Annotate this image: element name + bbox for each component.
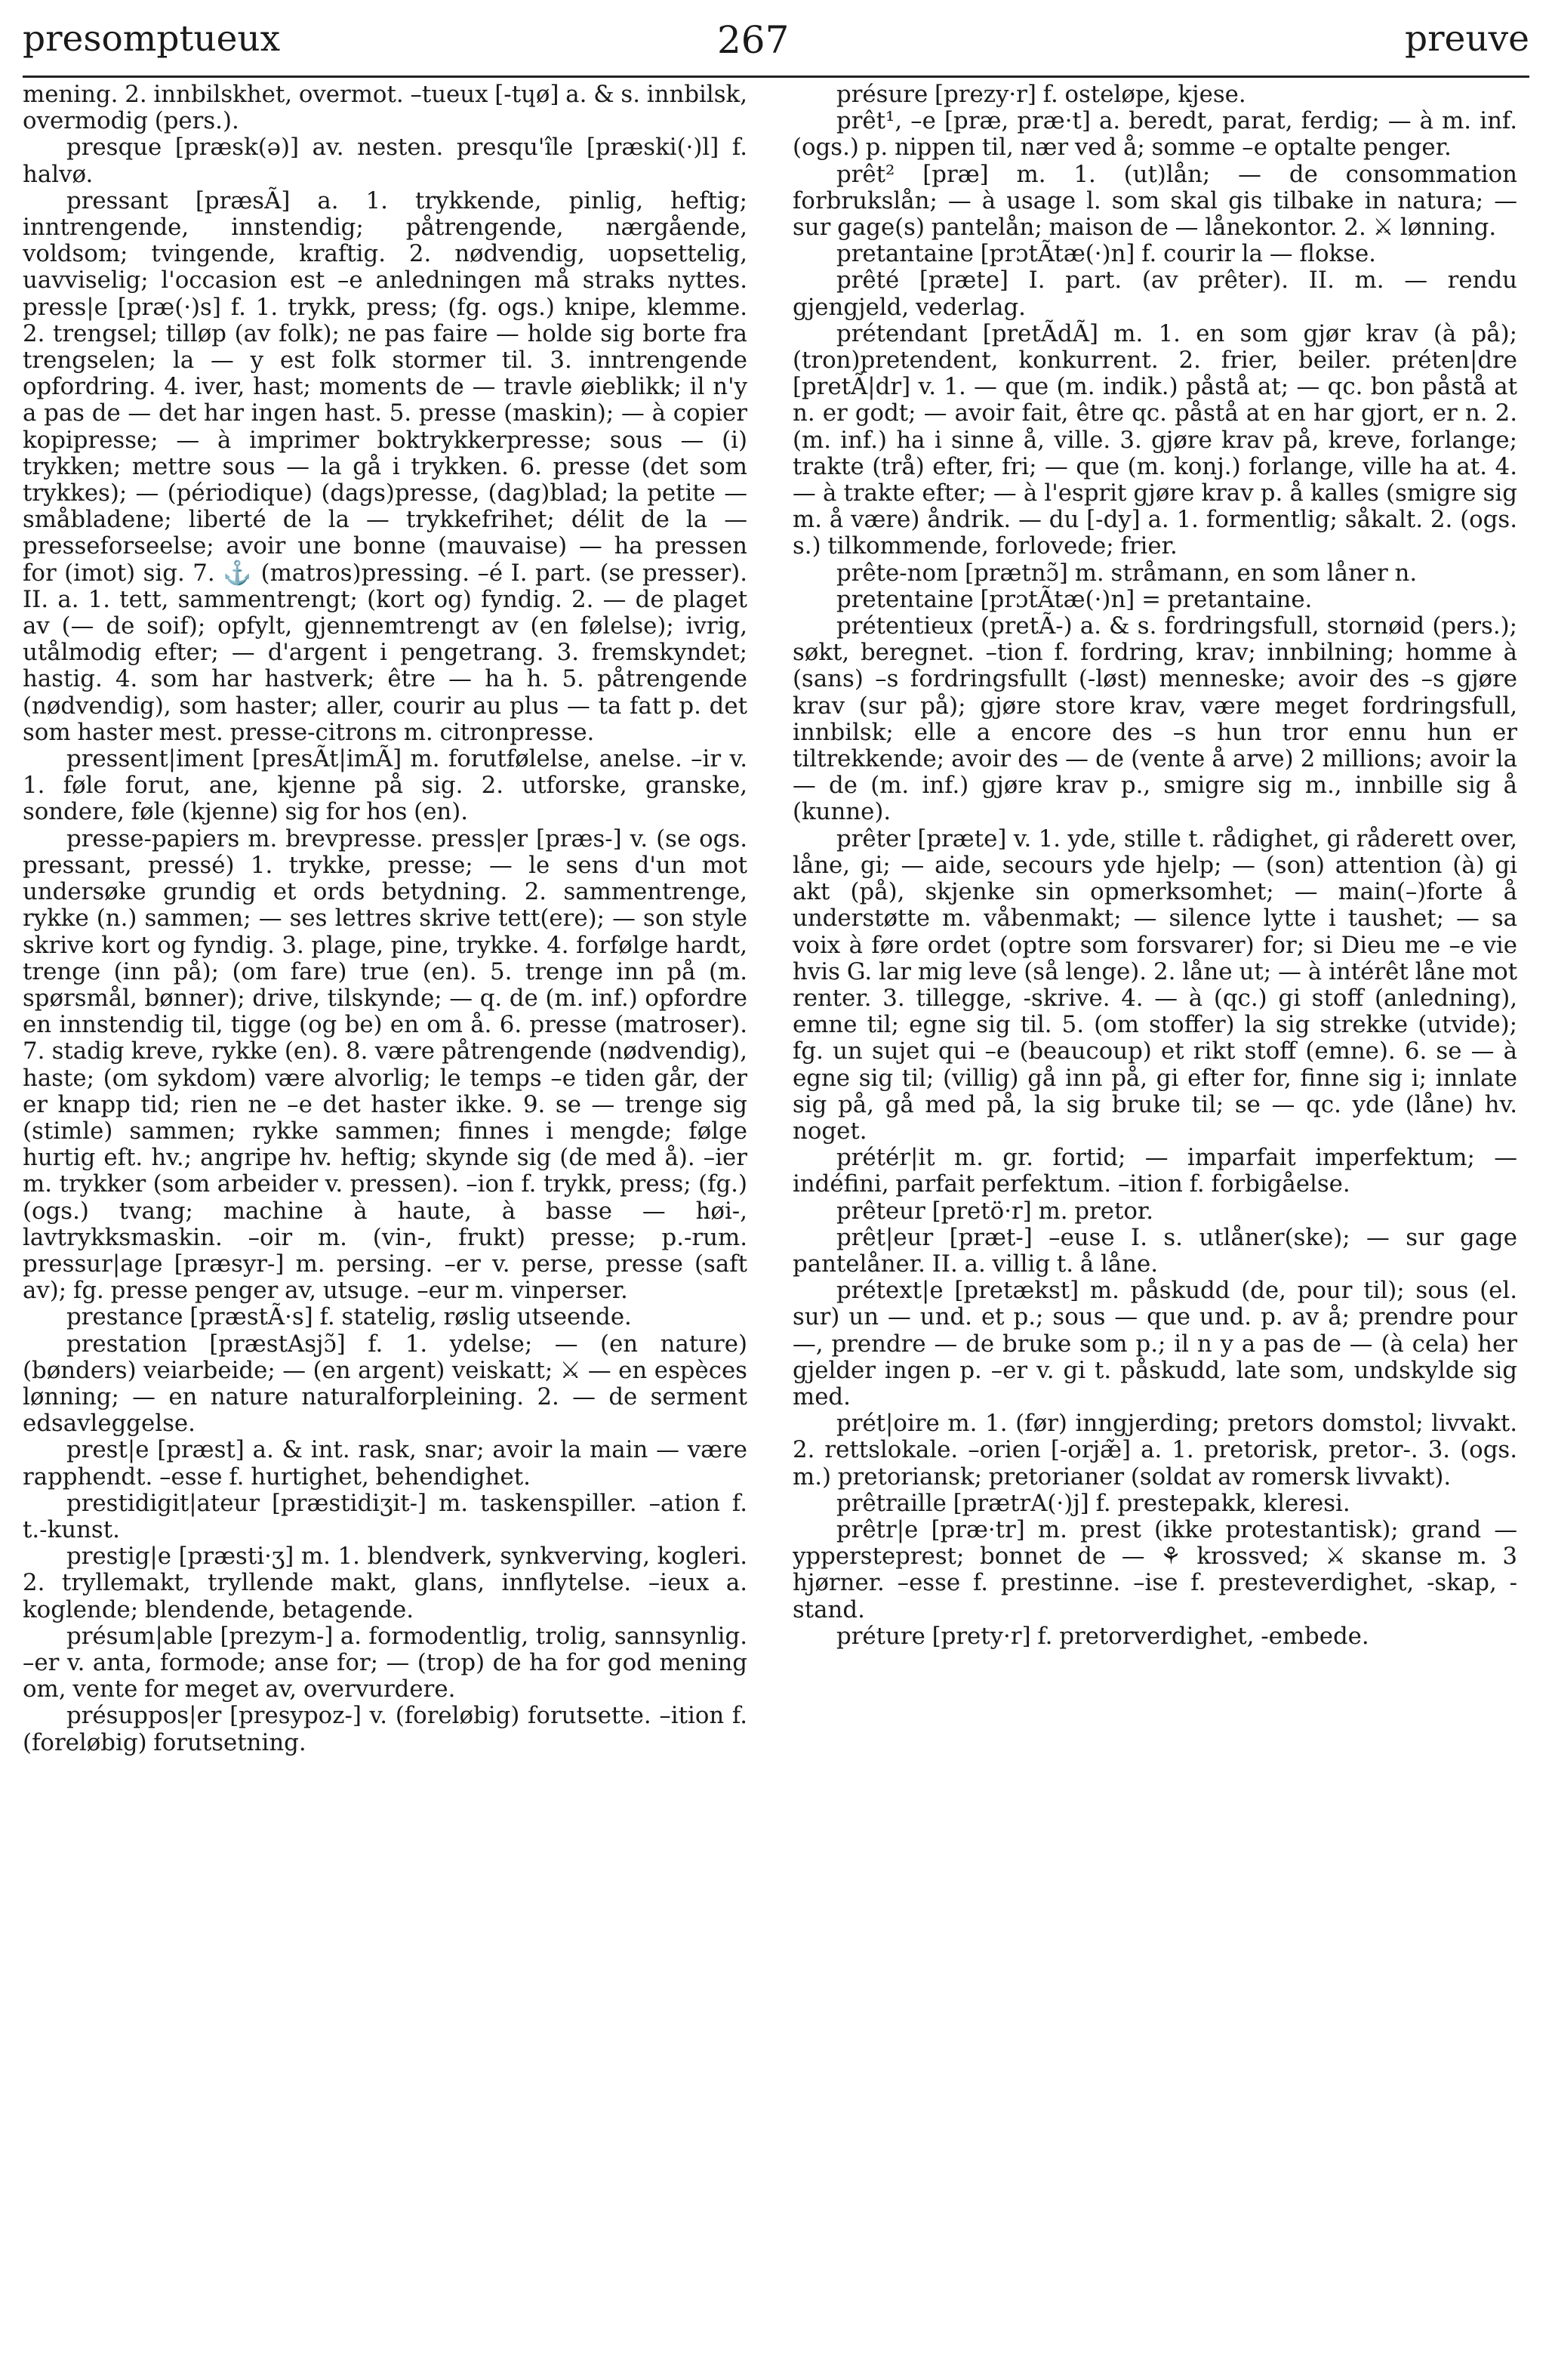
dictionary-entry: prestation [præstAsjɔ̃] f. 1. ydelse; — (en nature) (bønders) veiarbeide; — (en argent) veiskatt; ⚔ — en espèces lønning; — en nature naturalforpleining. 2. — de serment edsavleggelse. [23, 1330, 747, 1438]
dictionary-entry: pressent|iment [presÃt|imÃ] m. forutfølelse, anelse. –ir v. 1. føle forut, ane, kjenne på sig. 2. utforske, granske, sondere, føle (kjenne) sig for hos (en). [23, 745, 747, 826]
dictionary-entry: prestance [præstÃ·s] f. statelig, røslig utseende. [66, 1303, 632, 1331]
dictionary-entry: prête-nom [prætnɔ̃] m. stråmann, en som låner n. [836, 559, 1418, 587]
dictionary-entry: prestidigit|ateur [præstidiʒit-] m. taskenspiller. –ation f. t.-kunst. [23, 1489, 747, 1543]
dictionary-entry: prêt|eur [præt-] –euse I. s. utlåner(ske); — sur gage pantelåner. II. a. villig t. å låne. [793, 1223, 1517, 1278]
dictionary-entry: pressant [præsÃ] a. 1. trykkende, pinlig, heftig; inntrengende, innstendig; påtrengende, nærgående, voldsom; tvingende, kraftig. 2. nødvendig, uopsettelig, uavviselig; l'occasion est –e anledningen må straks nyttes. press|e [præ(·)s] f. 1. trykk, press; (fg. ogs.) knipe, klemme. 2. trengsel; tilløp (av folk); ne pas faire — holde sig borte fra trengselen; la — y est folk stormer til. 3. inntrengende opfordring. 4. iver, hast; moments de — travle øieblikk; il n'y a pas de — det har ingen hast. 5. presse (maskin); — à copier kopipresse; — à imprimer boktrykkerpresse; sous — (i) trykken; mettre sous — la gå i trykken. 6. presse (det som trykkes); — (périodique) (dags)presse, (dag)blad; la petite — småbladene; liberté de la — trykkefrihet; délit de la — presseforseelse; avoir une bonne (mauvaise) — ha pressen for (imot) sig. 7. ⚓ (matros)pressing. –é I. part. (se presser). II. a. 1. tett, sammentrengt; (kort og) fyndig. 2. — de plaget av (— de soif); opfylt, gjennemtrengt av (en følelse); ivrig, utålmodig efter; — d'argent i pengetrang. 3. fremskyndet; hastig. 4. som har hastverk; être — ha h. 5. påtrengende (nødvendig), som haster; aller, courir au plus — ta fatt p. det som haster mest. presse-citrons m. citronpresse. [23, 187, 747, 746]
dictionary-entry: prétér|it m. gr. fortid; — imparfait imperfektum; — indéfini, parfait perfektum. –ition f. forbigåelse. [793, 1144, 1517, 1198]
dictionary-entry: présure [prezy·r] f. osteløpe, kjese. [836, 82, 1246, 108]
dictionary-entry: prétendant [pretÃdÃ] m. 1. en som gjør krav (à på); (tron)pretendent, konkurrent. 2. frier, beiler. préten|dre [pretÃ|dr] v. 1. — que (m. indik.) påstå at; — qc. bon påstå at n. er godt; — avoir fait, être qc. påstå at en har gjort, er n. 2. (m. inf.) ha i sinne å, ville. 3. gjøre krav på, kreve, forlange; trakte (trå) efter, fri; — que (m. konj.) forlange, ville ha at. 4. — à trakte efter; — à l'esprit gjøre krav p. å kalles (smigre sig m. å være) åndrik. — du [-dy] a. 1. formentlig; såkalt. 2. (ogs. s.) tilkommende, forlovede; frier. [793, 319, 1517, 560]
dictionary-entry: prêtraille [prætrA(·)j] f. prestepakk, kleresi. [836, 1489, 1350, 1517]
left-column [23, 82, 747, 2369]
dictionary-entry: prêté [præte] I. part. (av prêter). II. m. — rendu gjengjeld, vederlag. [793, 267, 1517, 321]
dictionary-entry: prêter [præte] v. 1. yde, stille t. rådighet, gi råderett over, låne, gi; — aide, secours yde hjelp; — (son) attention (à) gi akt (på), skjenke sin opmerksomhet; — main(–)forte å understøtte m. våbenmakt; — silence lytte i taushet; — sa voix à føre ordet (optre som forsvarer) for; si Dieu me –e vie hvis G. lar mig leve (så lenge). 2. låne ut; — à intérêt låne mot renter. 3. tillegge, -skrive. 4. — à (qc.) gi stoff (anledning), emne til; egne sig til. 5. (om stoffer) la sig strekke (utvide); fg. un sujet qui –e (beaucoup) et rikt stoff (emne). 6. se — à egne sig til; (villig) gå inn på, gi efter for, finne sig i; innlate sig på, gå med på, la sig bruke til; se — qc. yde (låne) hv. noget. [793, 825, 1517, 1145]
dictionary-entry: prêtr|e [præ·tr] m. prest (ikke protestantisk); grand — yppersteprest; bonnet de — ⚘ krossved; ⚔ skanse m. 3 hjørner. –esse f. prestinne. –ise f. presteverdighet, -skap, -stand. [793, 1515, 1517, 1623]
dictionary-entry: prét|oire m. 1. (før) inngjerding; pretors domstol; livvakt. 2. rettslokale. –orien [-orjæ̃] a. 1. pretorisk, pretor-. 3. (ogs. m.) pretoriansk; pretorianer (soldat av romersk livvakt). [793, 1410, 1517, 1491]
dictionary-entry: prêt² [præ] m. 1. (ut)lån; — de consommation forbrukslån; — à usage l. som skal gis tilbake in natura; — sur gage(s) pantelån; maison de — lånekontor. 2. ⚔ lønning. [793, 160, 1517, 242]
dictionary-entry: presque [præsk(ə)] av. nesten. presqu'île [præski(·)l] f. halvø. [23, 134, 747, 188]
dictionary-entry: prestig|e [præsti·ʒ] m. 1. blendverk, synkverving, kogleri. 2. tryllemakt, tryllende makt, glans, innflytelse. –ieux a. koglende; blendende, betagende. [23, 1543, 747, 1623]
dictionary-entry: prétentieux (pretÃ-) a. & s. fordringsfull, stornøid (pers.); søkt, beregnet. –tion f. fordring, krav; innbilning; homme à (sans) –s fordringsfullt (-løst) menneske; avoir des –s gjøre krav (sur på); gjøre store krav, være meget fordringsfull, innbilsk; elle a encore des –s hun tror ennu hun er tiltrekkende; avoir des — de (vente å arve) 2 millions; avoir la — de (m. inf.) gjøre krav p., smigre sig m., innbille sig å (kunne). [793, 612, 1517, 826]
header-rule [23, 76, 1529, 78]
right-column [793, 82, 1517, 2369]
page-header [23, 15, 1529, 69]
dictionary-entry: prest|e [præst] a. & int. rask, snar; avoir la main — være rapphendt. –esse f. hurtighet, behendighet. [23, 1436, 747, 1491]
dictionary-entry: préture [prety·r] f. pretorverdighet, -embede. [836, 1622, 1369, 1650]
page-number: 267 [717, 18, 790, 62]
dictionary-entry: pretantaine [prɔtÃtæ(·)n] f. courir la — flokse. [836, 240, 1376, 268]
dictionary-entry: présuppos|er [presypoz-] v. (foreløbig) forutsette. –ition f. (foreløbig) forutsetning. [23, 1702, 747, 1756]
dictionary-entry: prêteur [pretö·r] m. pretor. [836, 1197, 1154, 1225]
dictionary-entry: présum|able [prezym-] a. formodentlig, trolig, sannsynlig. –er v. anta, formode; anse for; — (trop) de ha for god mening om, vente for meget av, overvurdere. [23, 1622, 747, 1703]
dictionary-entry: presse-papiers m. brevpresse. press|er [præs-] v. (se ogs. pressant, pressé) 1. trykke, presse; — le sens d'un mot undersøke grundig et ords betydning. 2. sammentrenge, rykke (n.) sammen; — ses lettres skrive tett(ere); — son style skrive kort og fyndig. 3. plage, pine, trykke. 4. forfølge hardt, trenge (inn på); (om fare) true (en). 5. trenge inn på (m. spørsmål, bønner); drive, tilskynde; — q. de (m. inf.) opfordre en innstendig til, tigge (og be) en om å. 6. presse (matroser). 7. stadig kreve, rykke (en). 8. være påtrengende (nødvendig), haste; (om sykdom) være alvorlig; le temps –e tiden går, der er knapp tid; rien ne –e det haster ikke. 9. se — trenge sig (stimle) sammen; rykke sammen; finnes i mengde; følge hurtig eft. hv.; angripe hv. heftig; skynde sig (de med å). –ier m. trykker (som arbeider v. pressen). –ion f. trykk, press; (fg.) (ogs.) tvang; machine à haute, à basse — høi-, lavtrykksmaskin. –oir m. (vin-, frukt) presse; p.-rum. pressur|age [præsyr-] m. persing. –er v. perse, presse (saft av); fg. presse penger av, utsuge. –eur m. vinperser. [23, 825, 747, 1305]
dictionary-entry: prêt¹, –e [præ, præ·t] a. beredt, parat, ferdig; — à m. inf. (ogs.) p. nippen til, nær ved å; somme –e optalte penger. [793, 107, 1517, 162]
dictionary-entry: mening. 2. innbilskhet, overmot. –tueux [-tɥø] a. & s. innbilsk, overmodig (pers.). [23, 82, 747, 135]
header-first-word: presomptueux [23, 18, 281, 60]
dictionary-entry: prétext|e [pretækst] m. påskudd (de, pour til); sous (el. sur) un — und. et p.; sous — que und. p. av å; prendre pour —, prendre — de bruke som p.; il n y a pas de — (à cela) her gjelder ingen p. –er v. gi t. påskudd, late som, undskylde sig med. [793, 1277, 1517, 1410]
header-last-word: preuve [1404, 18, 1529, 60]
dictionary-entry: pretentaine [prɔtÃtæ(·)n] = pretantaine. [836, 585, 1313, 613]
